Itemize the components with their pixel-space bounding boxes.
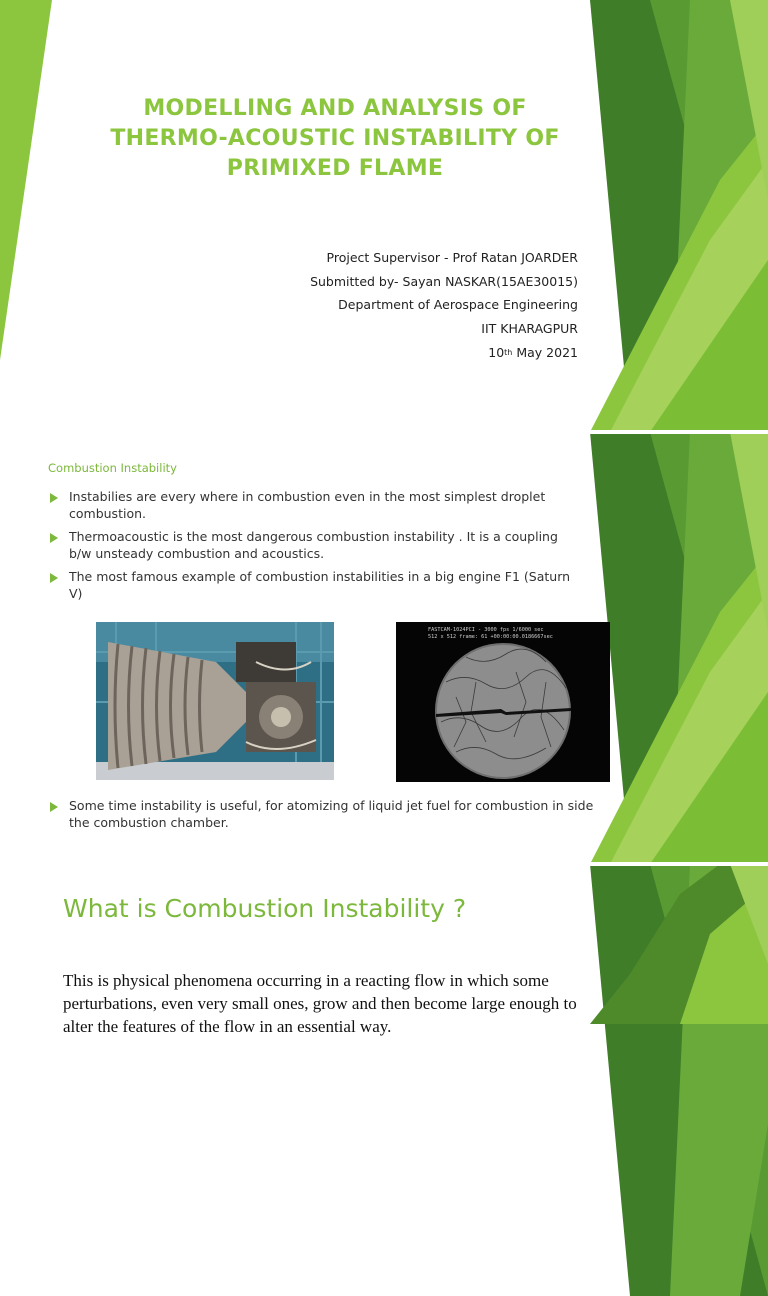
submitted-by-line: Submitted by- Sayan NASKAR(15AE30015) — [310, 273, 578, 289]
bullet-arrow-icon — [50, 493, 58, 503]
right-decoration — [590, 864, 768, 1296]
list-item: Thermoacoustic is the most dangerous combustion instability . It is a coupling b/w unsteady combustion and acoustics. — [50, 529, 580, 562]
right-decoration — [590, 0, 768, 432]
bullet-arrow-icon — [50, 802, 58, 812]
slide-separator — [0, 430, 768, 434]
slide-body-text: This is physical phenomena occurring in a reacting flow in which some perturbations, even very small ones, grow and then become large enough to alter the features of the flow in an essential way. — [63, 971, 577, 1036]
flame-highspeed-image — [396, 622, 610, 782]
supervisor-line: Project Supervisor - Prof Ratan JOARDER — [326, 250, 578, 265]
presentation-title: MODELLING AND ANALYSIS OF THERMO-ACOUSTIC INSTABILITY OF PRIMIXED FLAME — [110, 96, 560, 181]
combustion-instability-slide — [0, 432, 768, 864]
camera-caption-line2: 512 x 512 frame: 61 +00:00:00.0186667sec — [428, 634, 553, 640]
list-item: Some time instability is useful, for atomizing of liquid jet fuel for combustion in side the combustion chamber. — [50, 798, 609, 831]
title-slide — [0, 0, 768, 432]
institute-line: IIT KHARAGPUR — [481, 321, 578, 337]
left-accent-shape — [0, 0, 60, 432]
bullet-list — [50, 489, 580, 609]
date-line: 10th May 2021 — [488, 344, 578, 360]
camera-caption-line1: FASTCAM-1024PCI - 3000 fps 1/6000 sec — [428, 627, 544, 633]
slide-heading: Combustion Instability — [48, 461, 177, 475]
slide-title: What is Combustion Instability ? — [63, 894, 467, 923]
title-info-block — [310, 246, 578, 365]
right-decoration — [590, 432, 768, 864]
list-item: Instabilies are every where in combustion even in the most simplest droplet combustion. — [50, 489, 580, 522]
f1-engine-photo — [96, 622, 334, 780]
definition-slide — [0, 864, 768, 1036]
department-line: Department of Aerospace Engineering — [338, 297, 578, 313]
list-item: The most famous example of combustion instabilities in a big engine F1 (Saturn V) — [50, 569, 580, 602]
slide-separator — [0, 862, 768, 866]
bullet-arrow-icon — [50, 573, 58, 583]
bullet-arrow-icon — [50, 533, 58, 543]
